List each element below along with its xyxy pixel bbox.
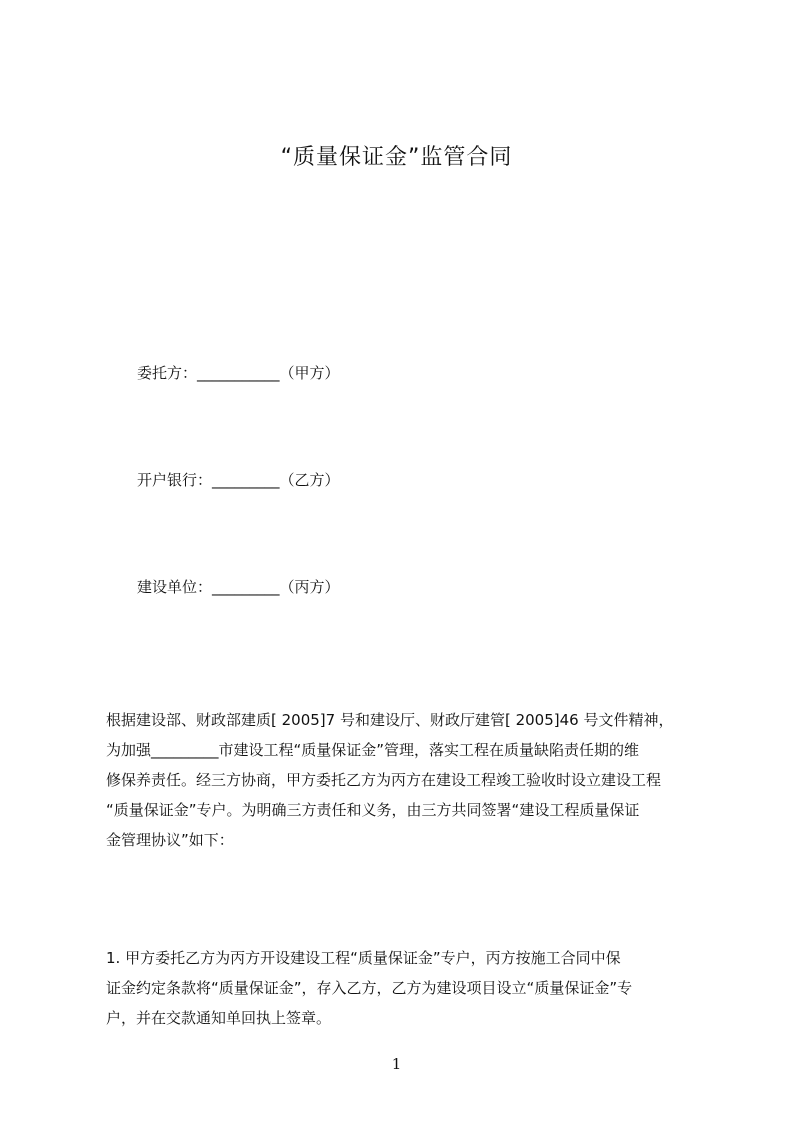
intro-paragraph: 根据建设部、财政部建质[ 2005]7 号和建设厅、财政厅建管[ 2005]46 号文件精神， 为加强_________市建设工程“质量保证金”管理，落实工程在质量缺陷责任期的维 修保养责任。经三方协商，甲方委托乙方为丙方在建设工程竣工验收时设立建设工程 “质量保证金”专户。为明确三方责任和义务，由三方共同签署“建设工程质量保证 金管理协议”如下：: [106, 711, 674, 849]
party-builder-line: 建设单位：_________（丙方）: [137, 578, 340, 596]
party-client-line: 委托方：___________（甲方）: [137, 364, 340, 382]
party-bank-line: 开户银行：_________（乙方）: [137, 471, 340, 489]
page-number: 1: [391, 1055, 402, 1073]
clause-1-paragraph: 1. 甲方委托乙方为丙方开设建设工程“质量保证金”专户，丙方按施工合同中保 证金约定条款将“质量保证金”，存入乙方，乙方为建设项目设立“质量保证金”专 户，并在交款通知单回执上签章。: [106, 949, 633, 1027]
document-title: “质量保证金”监管合同: [280, 145, 513, 170]
